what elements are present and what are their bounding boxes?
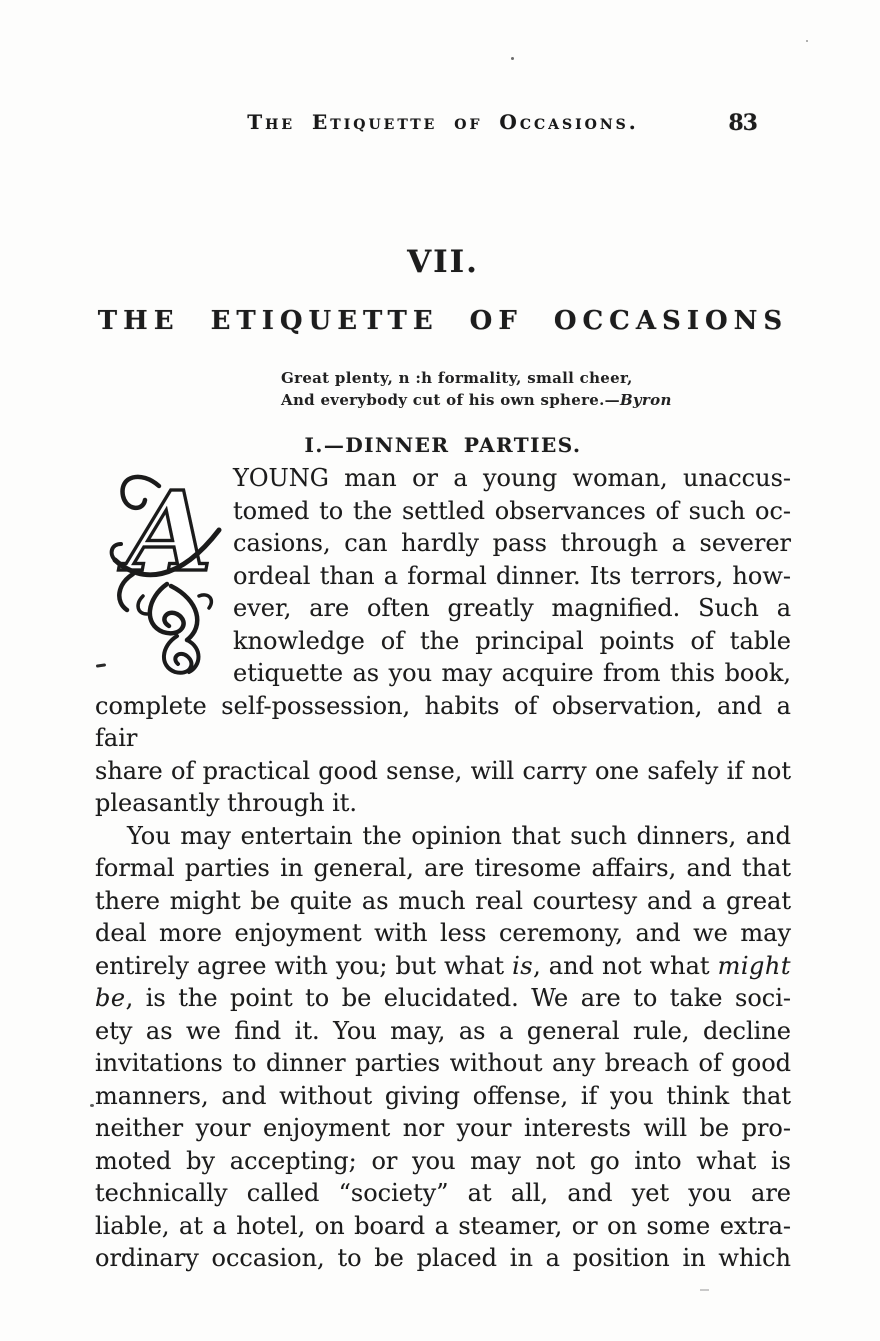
text-line: ever, are often greatly magnified. Such a xyxy=(233,594,791,622)
text-line: liable, at a hotel, on board a steamer, or on some extra- xyxy=(95,1211,791,1240)
chapter-title: THE ETIQUETTE OF OCCASIONS xyxy=(97,306,789,336)
text-line: formal parties in general, are tiresome affairs, and that xyxy=(95,854,791,882)
running-title: The Etiquette of Occasions. xyxy=(247,110,639,134)
text-line: pleasantly through it. xyxy=(95,789,358,817)
text-line: there might be quite as much real courtesy and a great xyxy=(95,886,791,915)
text-line: ordinary occasion, to be placed in a position in which xyxy=(95,1244,791,1272)
scan-artifact-speck xyxy=(511,57,514,60)
text-line: complete self-possession, habits of observation, and a fair xyxy=(95,691,791,752)
ornamental-drop-cap-A-icon xyxy=(107,468,225,680)
scan-artifact-speck xyxy=(806,40,808,42)
epigraph xyxy=(281,367,701,411)
text-line: share of practical good sense, will carry one safely if not xyxy=(95,756,791,785)
text-line: invitations to dinner parties without any breach of good xyxy=(95,1049,791,1077)
svg-text:A: A xyxy=(127,468,213,596)
text-line: deal more enjoyment with less ceremony, and we may xyxy=(95,919,791,947)
text-line: be, is the point to be elucidated. We are to take soci- xyxy=(95,984,791,1012)
scan-artifact-speck xyxy=(90,1104,94,1107)
text-line: ordeal than a formal dinner. Its terrors, how- xyxy=(233,561,791,590)
text-line: etiquette as you may acquire from this book, xyxy=(233,659,791,687)
text-line: technically called “society” at all, and yet you are xyxy=(95,1179,791,1207)
page-header xyxy=(95,110,791,140)
text-line: entirely agree with you; but what is, and not what might xyxy=(95,951,791,980)
body-text xyxy=(95,462,791,1275)
text-line: YOUNG man or a young woman, unaccus- xyxy=(233,464,791,492)
text-line: ety as we find it. You may, as a general rule, decline xyxy=(95,1016,791,1045)
epigraph-line: And everybody cut of his own sphere.—Byron xyxy=(281,391,672,409)
chapter-number: VII. xyxy=(407,244,479,280)
text-line: casions, can hardly pass through a severer xyxy=(233,529,791,557)
page-number: 83 xyxy=(728,110,757,136)
text-line: manners, and without giving offense, if you think that xyxy=(95,1081,791,1110)
text-line: tomed to the settled observances of such oc- xyxy=(233,496,791,525)
text-line: neither your enjoyment nor your interests will be pro- xyxy=(95,1114,791,1142)
text-line: You may entertain the opinion that such dinners, and xyxy=(127,821,791,850)
section-heading: I.—DINNER PARTIES. xyxy=(304,433,582,457)
scan-artifact-speck xyxy=(700,1289,709,1291)
text-line: knowledge of the principal points of table xyxy=(233,626,791,655)
text-line: moted by accepting; or you may not go into what is xyxy=(95,1146,791,1175)
epigraph-line: Great plenty, n :h formality, small cheer, xyxy=(281,369,633,387)
